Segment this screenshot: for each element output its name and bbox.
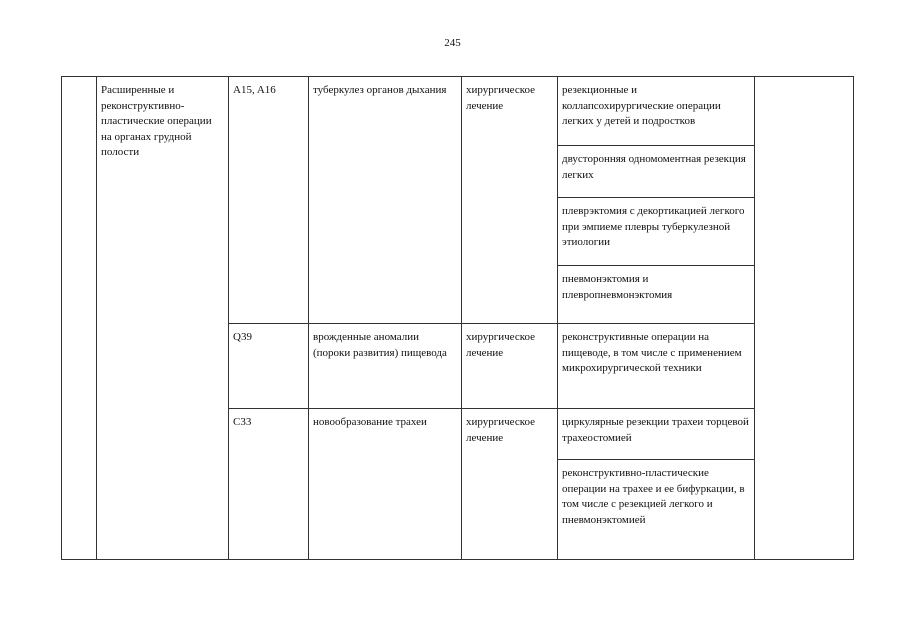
- table-row: [62, 77, 854, 324]
- code-cell: Q39: [229, 324, 309, 409]
- procedure-item: плеврэктомия с декортикацией легкого при эмпиеме плевры туберкулезной этиологии: [558, 198, 754, 266]
- procedure-item: резекционные и коллапсохирургические операции легких у детей и подростков: [558, 77, 754, 146]
- code-cell: A15, A16: [229, 77, 309, 324]
- procedure-item: реконструктивно-пластические операции на трахее и ее бифуркации, в том числе с резекцией легкого и пневмонэктомией: [562, 467, 745, 526]
- treatment-cell: хирургическое лечение: [462, 409, 558, 560]
- page-number: 245: [444, 37, 461, 49]
- procedures-cell: [558, 324, 755, 409]
- procedures-cell: [558, 409, 755, 560]
- disease-cell: врожденные аномалии (пороки развития) пищевода: [309, 324, 462, 409]
- procedure-item: двусторонняя одномоментная резекция легких: [558, 146, 754, 198]
- procedure-item: пневмонэктомия и плевропневмонэктомия: [562, 273, 673, 301]
- procedures-cell: [558, 77, 755, 324]
- procedures-table: [61, 76, 854, 560]
- procedure-item: циркулярные резекции трахеи торцевой трахеостомией: [558, 409, 754, 460]
- treatment-cell: хирургическое лечение: [462, 324, 558, 409]
- code-cell: C33: [229, 409, 309, 560]
- blank-cell: [755, 77, 854, 560]
- group-name-cell: Расширенные и реконструктивно-пластические операции на органах грудной полости: [97, 77, 229, 560]
- index-cell: [62, 77, 97, 560]
- treatment-cell: хирургическое лечение: [462, 77, 558, 324]
- disease-cell: туберкулез органов дыхания: [309, 77, 462, 324]
- procedure-item: реконструктивные операции на пищеводе, в том числе с применением микрохирургической техники: [562, 331, 742, 374]
- disease-cell: новообразование трахеи: [309, 409, 462, 560]
